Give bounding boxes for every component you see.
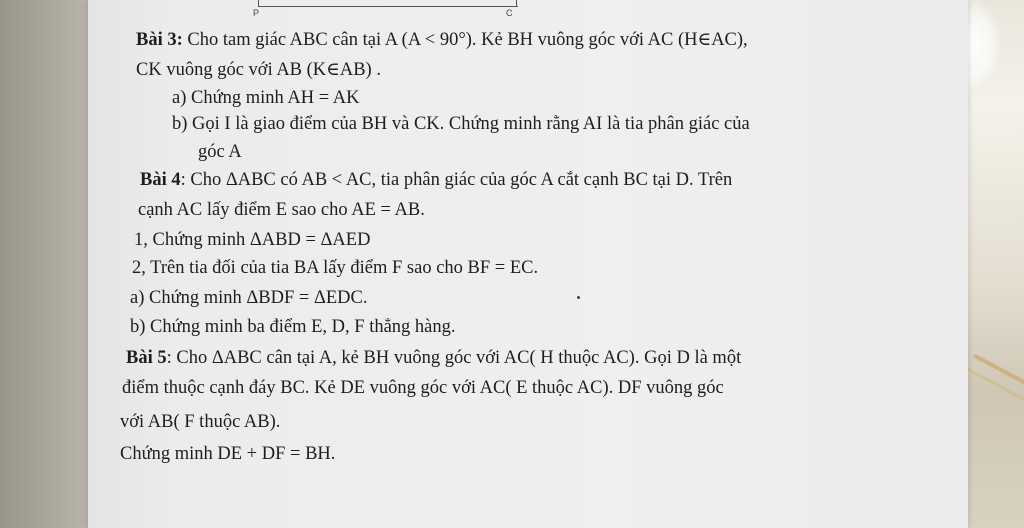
bai5-line2: điểm thuộc cạnh đáy BC. Kẻ DE vuông góc với AC( E thuộc AC). DF vuông góc [122,378,724,398]
top-figure-fragment [253,0,518,22]
bai4-title: Bài 4 [140,170,181,190]
bai5-title: Bài 5 [126,348,167,368]
table-stripe [964,366,1024,406]
bai3-title: Bài 3: [136,30,183,50]
bai4-item2: 2, Trên tia đối của tia BA lấy điểm F sao cho BF = EC. [132,258,539,278]
figure-tick [258,0,259,7]
bai4-item1: 1, Chứng minh ΔABD = ΔAED [134,230,371,250]
bai3-line1: Bài 3: Cho tam giác ABC cân tại A (A < 90°). Kẻ BH vuông góc với AC (H∈AC), [136,30,748,50]
bai5-line3: với AB( F thuộc AB). [120,412,281,432]
figure-label-c: C [506,8,513,18]
bai5-line1: Bài 5: Cho ΔABC cân tại A, kẻ BH vuông góc với AC( H thuộc AC). Gọi D là một [126,348,742,368]
bai4-line2: cạnh AC lấy điểm E sao cho AE = AB. [138,200,425,220]
bai4-line1: Bài 4: Cho ΔABC có AB < AC, tia phân giác của góc A cắt cạnh BC tại D. Trên [140,170,733,190]
ink-dot [577,296,580,299]
paper-sheet [88,0,968,528]
bai4-part-a: a) Chứng minh ΔBDF = ΔEDC. [130,288,368,308]
figure-tick [516,0,517,7]
figure-label-p: P [253,8,260,18]
bai5-line4: Chứng minh DE + DF = BH. [120,444,336,464]
bai3-part-a: a) Chứng minh AH = AK [172,88,360,108]
bai3-part-b-cont: góc A [198,142,242,162]
bai3-line2: CK vuông góc với AB (K∈AB) . [136,60,381,80]
bai4-part-b: b) Chứng minh ba điểm E, D, F thẳng hàng. [130,317,456,337]
bai3-part-b: b) Gọi I là giao điểm của BH và CK. Chứng minh rằng AI là tia phân giác của [172,114,750,134]
figure-line [258,6,518,7]
